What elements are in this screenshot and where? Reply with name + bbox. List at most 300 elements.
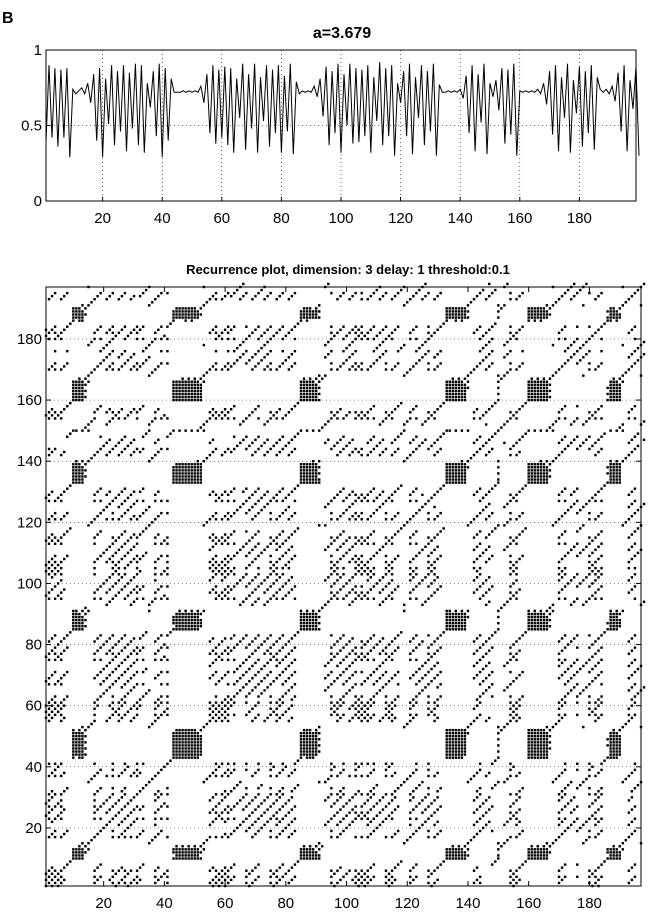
recurrence-point bbox=[115, 885, 117, 887]
recurrence-point bbox=[452, 313, 454, 315]
recurrence-point bbox=[449, 610, 451, 612]
recurrence-point bbox=[191, 741, 193, 743]
recurrence-point bbox=[415, 555, 417, 557]
recurrence-point bbox=[288, 411, 290, 413]
recurrence-point bbox=[272, 497, 274, 499]
recurrence-point bbox=[48, 763, 50, 765]
recurrence-point bbox=[327, 353, 329, 355]
recurrence-point bbox=[187, 396, 189, 398]
recurrence-point bbox=[509, 836, 511, 838]
recurrence-point bbox=[500, 307, 502, 309]
recurrence-point bbox=[309, 313, 311, 315]
recurrence-point bbox=[382, 491, 384, 493]
recurrence-point bbox=[75, 735, 77, 737]
recurrence-point bbox=[184, 753, 186, 755]
recurrence-point bbox=[382, 295, 384, 297]
recurrence-point bbox=[527, 738, 529, 740]
recurrence-point bbox=[48, 494, 50, 496]
recurrence-point bbox=[458, 377, 460, 379]
recurrence-point bbox=[81, 475, 83, 477]
recurrence-point bbox=[212, 717, 214, 719]
recurrence-point bbox=[552, 286, 554, 288]
recurrence-point bbox=[339, 295, 341, 297]
recurrence-point bbox=[172, 475, 174, 477]
recurrence-point bbox=[279, 365, 281, 367]
recurrence-point bbox=[403, 781, 405, 783]
recurrence-point bbox=[200, 313, 202, 315]
recurrence-point bbox=[178, 729, 180, 731]
recurrence-point bbox=[373, 555, 375, 557]
recurrence-point bbox=[93, 640, 95, 642]
recurrence-point bbox=[585, 439, 587, 441]
recurrence-point bbox=[166, 350, 168, 352]
recurrence-point bbox=[430, 814, 432, 816]
recurrence-point bbox=[397, 487, 399, 489]
recurrence-point bbox=[540, 738, 542, 740]
recurrence-point bbox=[479, 769, 481, 771]
recurrence-point bbox=[549, 463, 551, 465]
recurrence-point bbox=[458, 857, 460, 859]
recurrence-point bbox=[84, 307, 86, 309]
recurrence-point bbox=[361, 585, 363, 587]
recurrence-point bbox=[136, 701, 138, 703]
recurrence-point bbox=[178, 744, 180, 746]
recurrence-point bbox=[60, 573, 62, 575]
recurrence-point bbox=[84, 426, 86, 428]
recurrence-point bbox=[515, 442, 517, 444]
recurrence-point bbox=[285, 814, 287, 816]
recurrence-point bbox=[72, 610, 74, 612]
recurrence-point bbox=[257, 793, 259, 795]
recurrence-point bbox=[585, 283, 587, 285]
recurrence-point bbox=[215, 368, 217, 370]
recurrence-point bbox=[257, 326, 259, 328]
recurrence-point bbox=[500, 607, 502, 609]
recurrence-point bbox=[503, 286, 505, 288]
recurrence-point bbox=[518, 637, 520, 639]
recurrence-point bbox=[257, 543, 259, 545]
recurrence-point bbox=[300, 756, 302, 758]
recurrence-point bbox=[78, 381, 80, 383]
recurrence-point bbox=[433, 368, 435, 370]
recurrence-point bbox=[388, 873, 390, 875]
recurrence-point bbox=[48, 818, 50, 820]
recurrence-point bbox=[421, 286, 423, 288]
recurrence-point bbox=[194, 316, 196, 318]
recurrence-point bbox=[263, 494, 265, 496]
recurrence-point bbox=[348, 677, 350, 679]
recurrence-point bbox=[230, 365, 232, 367]
recurrence-point bbox=[215, 805, 217, 807]
recurrence-point bbox=[546, 304, 548, 306]
recurrence-point bbox=[315, 738, 317, 740]
recurrence-point bbox=[409, 720, 411, 722]
recurrence-point bbox=[573, 546, 575, 548]
recurrence-point bbox=[48, 811, 50, 813]
recurrence-point bbox=[306, 851, 308, 853]
recurrence-point bbox=[203, 429, 205, 431]
recurrence-point bbox=[361, 720, 363, 722]
recurrence-point bbox=[531, 307, 533, 309]
recurrence-point bbox=[194, 750, 196, 752]
recurrence-point bbox=[288, 708, 290, 710]
recurrence-point bbox=[306, 466, 308, 468]
recurrence-point bbox=[266, 821, 268, 823]
recurrence-point bbox=[585, 686, 587, 688]
recurrence-point bbox=[409, 573, 411, 575]
recurrence-point bbox=[279, 879, 281, 881]
recurrence-point bbox=[534, 307, 536, 309]
recurrence-point bbox=[361, 573, 363, 575]
recurrence-point bbox=[537, 466, 539, 468]
recurrence-point bbox=[515, 591, 517, 593]
recurrence-point bbox=[215, 720, 217, 722]
recurrence-point bbox=[109, 686, 111, 688]
recurrence-point bbox=[212, 439, 214, 441]
recurrence-point bbox=[537, 310, 539, 312]
recurrence-point bbox=[327, 796, 329, 798]
recurrence-point bbox=[87, 423, 89, 425]
recurrence-point bbox=[181, 310, 183, 312]
recurrence-point bbox=[224, 873, 226, 875]
recurrence-point bbox=[118, 573, 120, 575]
recurrence-point bbox=[476, 408, 478, 410]
recurrence-point bbox=[327, 686, 329, 688]
recurrence-point bbox=[166, 708, 168, 710]
recurrence-point bbox=[112, 598, 114, 600]
recurrence-point bbox=[388, 711, 390, 713]
recurrence-point bbox=[175, 735, 177, 737]
recurrence-point bbox=[342, 436, 344, 438]
recurrence-point bbox=[367, 870, 369, 872]
recurrence-point bbox=[531, 313, 533, 315]
recurrence-point bbox=[194, 845, 196, 847]
recurrence-point bbox=[354, 494, 356, 496]
recurrence-point bbox=[215, 411, 217, 413]
recurrence-point bbox=[412, 408, 414, 410]
recurrence-point bbox=[118, 417, 120, 419]
recurrence-point bbox=[342, 659, 344, 661]
recurrence-point bbox=[221, 579, 223, 581]
recurrence-point bbox=[288, 824, 290, 826]
recurrence-point bbox=[421, 824, 423, 826]
recurrence-point bbox=[585, 546, 587, 548]
recurrence-point bbox=[479, 695, 481, 697]
recurrence-point bbox=[370, 329, 372, 331]
recurrence-point bbox=[75, 463, 77, 465]
recurrence-point bbox=[576, 659, 578, 661]
recurrence-point bbox=[336, 494, 338, 496]
recurrence-point bbox=[191, 469, 193, 471]
recurrence-point bbox=[330, 512, 332, 514]
recurrence-point bbox=[573, 808, 575, 810]
recurrence-point bbox=[361, 543, 363, 545]
recurrence-point bbox=[433, 411, 435, 413]
recurrence-point bbox=[224, 711, 226, 713]
recurrence-point bbox=[306, 310, 308, 312]
recurrence-point bbox=[166, 500, 168, 502]
recurrence-point bbox=[78, 628, 80, 630]
recurrence-point bbox=[373, 714, 375, 716]
recurrence-point bbox=[197, 747, 199, 749]
recurrence-point bbox=[184, 478, 186, 480]
recurrence-point bbox=[181, 848, 183, 850]
recurrence-point bbox=[446, 747, 448, 749]
recurrence-point bbox=[361, 362, 363, 364]
recurrence-point bbox=[497, 524, 499, 526]
recurrence-point bbox=[133, 515, 135, 517]
recurrence-point bbox=[309, 478, 311, 480]
recurrence-point bbox=[455, 463, 457, 465]
recurrence-point bbox=[312, 750, 314, 752]
recurrence-point bbox=[476, 796, 478, 798]
recurrence-point bbox=[540, 851, 542, 853]
recurrence-point bbox=[549, 475, 551, 477]
recurrence-point bbox=[473, 775, 475, 777]
recurrence-point bbox=[206, 371, 208, 373]
recurrence-point bbox=[458, 313, 460, 315]
recurrence-point bbox=[354, 561, 356, 563]
recurrence-point bbox=[78, 466, 80, 468]
recurrence-point bbox=[78, 613, 80, 615]
recurrence-point bbox=[518, 588, 520, 590]
recurrence-point bbox=[72, 307, 74, 309]
recurrence-point bbox=[130, 720, 132, 722]
recurrence-point bbox=[446, 393, 448, 395]
recurrence-point bbox=[385, 362, 387, 364]
recurrence-point bbox=[245, 769, 247, 771]
recurrence-point bbox=[461, 851, 463, 853]
tick-label-x: 120 bbox=[388, 210, 414, 227]
recurrence-point bbox=[567, 552, 569, 554]
recurrence-point bbox=[294, 876, 296, 878]
recurrence-point bbox=[48, 677, 50, 679]
recurrence-point bbox=[187, 750, 189, 752]
recurrence-point bbox=[194, 307, 196, 309]
recurrence-point bbox=[127, 814, 129, 816]
recurrence-point bbox=[148, 726, 150, 728]
recurrence-point bbox=[227, 512, 229, 514]
recurrence-point bbox=[576, 417, 578, 419]
recurrence-point bbox=[452, 619, 454, 621]
recurrence-point bbox=[288, 799, 290, 801]
recurrence-point bbox=[297, 784, 299, 786]
recurrence-point bbox=[194, 466, 196, 468]
recurrence-point bbox=[491, 326, 493, 328]
recurrence-point bbox=[430, 885, 432, 887]
recurrence-point bbox=[118, 811, 120, 813]
recurrence-point bbox=[72, 854, 74, 856]
recurrence-point bbox=[160, 683, 162, 685]
recurrence-point bbox=[549, 426, 551, 428]
recurrence-point bbox=[109, 576, 111, 578]
recurrence-point bbox=[461, 429, 463, 431]
recurrence-point bbox=[93, 598, 95, 600]
recurrence-point bbox=[494, 759, 496, 761]
recurrence-point bbox=[212, 674, 214, 676]
recurrence-point bbox=[233, 448, 235, 450]
recurrence-point bbox=[391, 591, 393, 593]
recurrence-point bbox=[500, 377, 502, 379]
recurrence-point bbox=[209, 442, 211, 444]
recurrence-point bbox=[157, 558, 159, 560]
recurrence-point bbox=[206, 839, 208, 841]
recurrence-point bbox=[282, 487, 284, 489]
recurrence-point bbox=[333, 539, 335, 541]
recurrence-point bbox=[543, 377, 545, 379]
recurrence-point bbox=[315, 463, 317, 465]
recurrence-point bbox=[455, 735, 457, 737]
recurrence-point bbox=[452, 390, 454, 392]
recurrence-point bbox=[72, 396, 74, 398]
recurrence-point bbox=[424, 674, 426, 676]
recurrence-point bbox=[549, 377, 551, 379]
recurrence-point bbox=[124, 818, 126, 820]
recurrence-point bbox=[412, 491, 414, 493]
recurrence-point bbox=[51, 588, 53, 590]
recurrence-point bbox=[427, 448, 429, 450]
recurrence-point bbox=[72, 313, 74, 315]
recurrence-point bbox=[154, 775, 156, 777]
recurrence-point bbox=[503, 344, 505, 346]
recurrence-point bbox=[339, 558, 341, 560]
recurrence-point bbox=[124, 830, 126, 832]
recurrence-point bbox=[309, 747, 311, 749]
recurrence-point bbox=[488, 546, 490, 548]
recurrence-point bbox=[458, 384, 460, 386]
recurrence-point bbox=[342, 714, 344, 716]
recurrence-point bbox=[206, 301, 208, 303]
recurrence-point bbox=[527, 393, 529, 395]
recurrence-point bbox=[221, 536, 223, 538]
recurrence-point bbox=[81, 478, 83, 480]
recurrence-point bbox=[409, 799, 411, 801]
recurrence-point bbox=[118, 799, 120, 801]
recurrence-point bbox=[260, 552, 262, 554]
recurrence-point bbox=[464, 616, 466, 618]
recurrence-point bbox=[169, 322, 171, 324]
recurrence-point bbox=[527, 399, 529, 401]
recurrence-point bbox=[184, 384, 186, 386]
recurrence-point bbox=[194, 622, 196, 624]
recurrence-point bbox=[106, 811, 108, 813]
recurrence-point bbox=[212, 295, 214, 297]
recurrence-point bbox=[309, 854, 311, 856]
recurrence-point bbox=[412, 649, 414, 651]
recurrence-point bbox=[512, 711, 514, 713]
recurrence-point bbox=[221, 567, 223, 569]
recurrence-point bbox=[537, 753, 539, 755]
recurrence-point bbox=[515, 811, 517, 813]
recurrence-point bbox=[306, 384, 308, 386]
recurrence-point bbox=[318, 524, 320, 526]
recurrence-point bbox=[230, 295, 232, 297]
recurrence-point bbox=[239, 799, 241, 801]
recurrence-point bbox=[263, 454, 265, 456]
recurrence-point bbox=[175, 750, 177, 752]
recurrence-point bbox=[427, 714, 429, 716]
recurrence-point bbox=[203, 423, 205, 425]
recurrence-point bbox=[424, 576, 426, 578]
recurrence-point bbox=[427, 836, 429, 838]
recurrence-point bbox=[84, 396, 86, 398]
recurrence-point bbox=[124, 585, 126, 587]
recurrence-point bbox=[473, 720, 475, 722]
recurrence-point bbox=[187, 732, 189, 734]
recurrence-point bbox=[172, 851, 174, 853]
recurrence-point bbox=[351, 879, 353, 881]
recurrence-point bbox=[312, 463, 314, 465]
recurrence-point bbox=[537, 313, 539, 315]
recurrence-point bbox=[297, 484, 299, 486]
recurrence-point bbox=[446, 313, 448, 315]
recurrence-point bbox=[315, 478, 317, 480]
recurrence-point bbox=[60, 701, 62, 703]
recurrence-point bbox=[248, 692, 250, 694]
recurrence-point bbox=[543, 387, 545, 389]
recurrence-point bbox=[236, 668, 238, 670]
recurrence-point bbox=[543, 735, 545, 737]
recurrence-point bbox=[351, 341, 353, 343]
recurrence-point bbox=[430, 668, 432, 670]
recurrence-point bbox=[60, 870, 62, 872]
recurrence-point bbox=[342, 818, 344, 820]
recurrence-point bbox=[367, 579, 369, 581]
recurrence-point bbox=[479, 585, 481, 587]
recurrence-point bbox=[470, 457, 472, 459]
recurrence-point bbox=[276, 836, 278, 838]
recurrence-point bbox=[540, 472, 542, 474]
recurrence-point bbox=[112, 714, 114, 716]
recurrence-point bbox=[106, 332, 108, 334]
recurrence-point bbox=[163, 414, 165, 416]
recurrence-point bbox=[537, 741, 539, 743]
recurrence-point bbox=[269, 411, 271, 413]
recurrence-point bbox=[187, 316, 189, 318]
recurrence-point bbox=[279, 329, 281, 331]
recurrence-point bbox=[315, 316, 317, 318]
recurrence-point bbox=[491, 830, 493, 832]
recurrence-point bbox=[288, 665, 290, 667]
recurrence-point bbox=[139, 704, 141, 706]
recurrence-point bbox=[81, 747, 83, 749]
recurrence-point bbox=[391, 518, 393, 520]
recurrence-point bbox=[318, 744, 320, 746]
recurrence-point bbox=[379, 549, 381, 551]
recurrence-point bbox=[200, 387, 202, 389]
recurrence-point bbox=[291, 674, 293, 676]
recurrence-point bbox=[197, 616, 199, 618]
recurrence-point bbox=[300, 744, 302, 746]
recurrence-point bbox=[187, 738, 189, 740]
recurrence-point bbox=[184, 738, 186, 740]
recurrence-point bbox=[224, 717, 226, 719]
recurrence-point bbox=[436, 329, 438, 331]
recurrence-point bbox=[227, 775, 229, 777]
recurrence-point bbox=[312, 466, 314, 468]
recurrence-point bbox=[251, 836, 253, 838]
recurrence-point bbox=[506, 821, 508, 823]
recurrence-point bbox=[288, 494, 290, 496]
recurrence-point bbox=[394, 796, 396, 798]
recurrence-point bbox=[60, 536, 62, 538]
recurrence-point bbox=[336, 714, 338, 716]
recurrence-point bbox=[518, 439, 520, 441]
recurrence-point bbox=[494, 860, 496, 862]
recurrence-point bbox=[145, 359, 147, 361]
recurrence-point bbox=[303, 851, 305, 853]
recurrence-point bbox=[51, 821, 53, 823]
